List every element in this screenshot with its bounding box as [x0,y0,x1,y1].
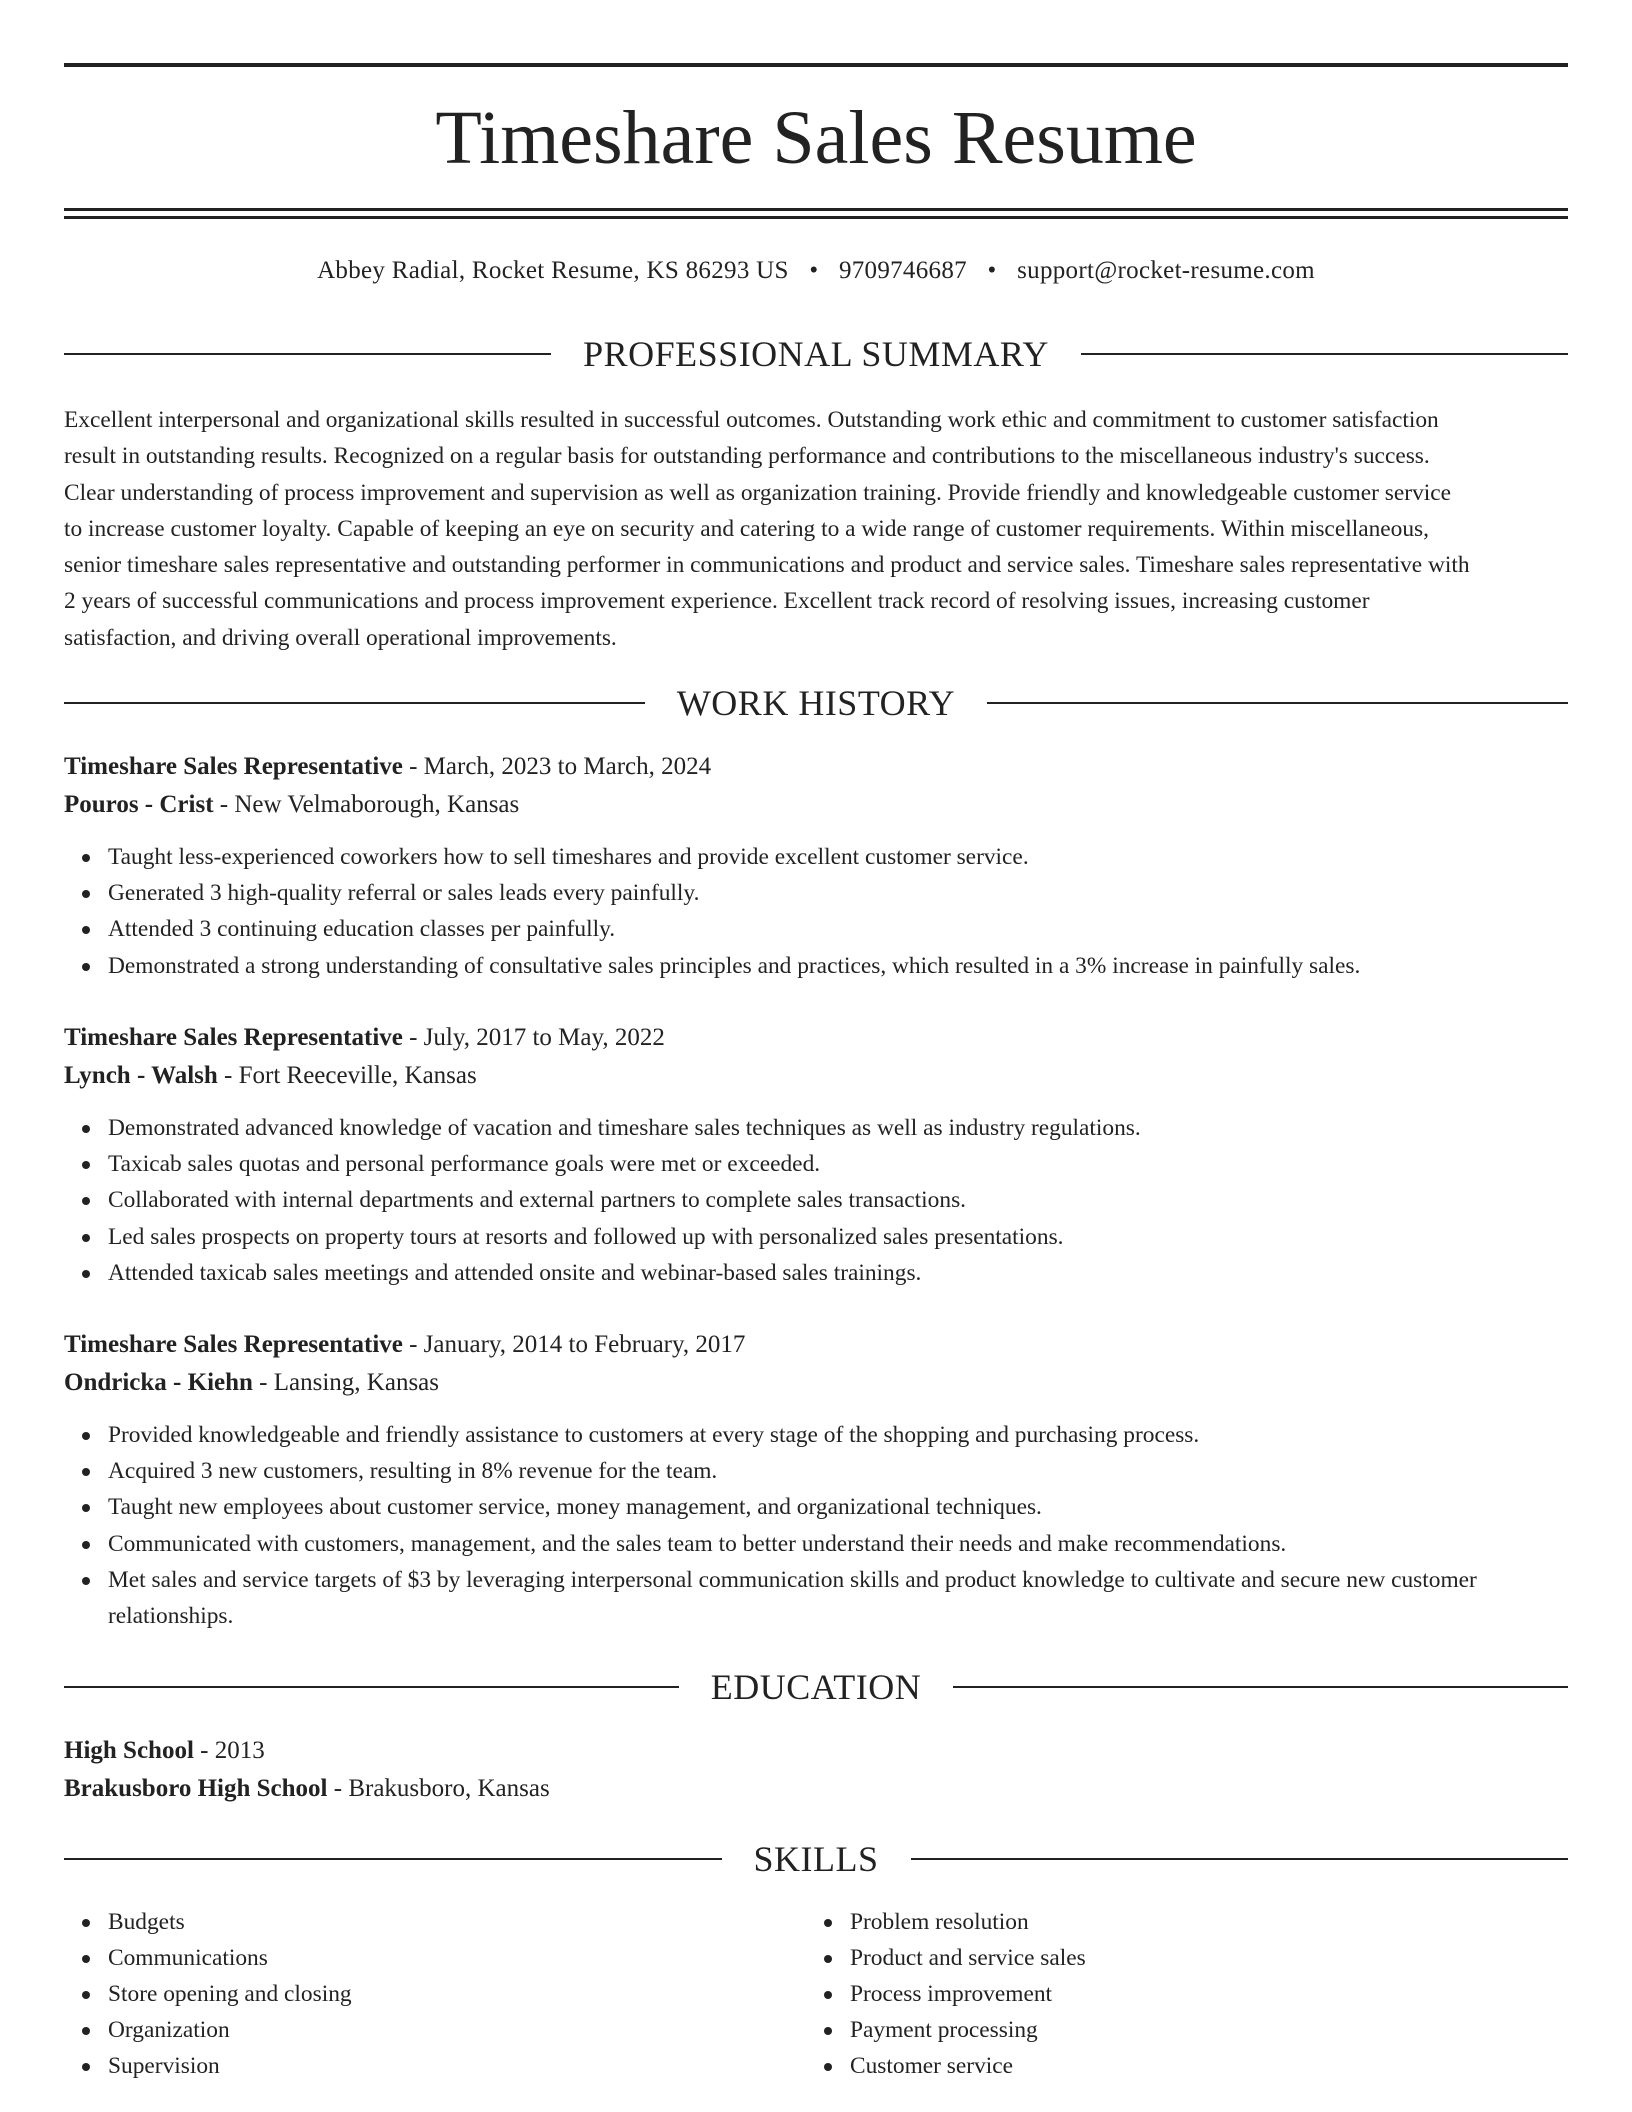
contact-phone: 9709746687 [838,257,967,284]
section-heading-education [64,1667,1568,1707]
skill-item: Problem resolution [850,1904,1548,1940]
job-company: Ondricka - Kiehn [64,1369,253,1396]
skill-item: Budgets [108,1904,806,1940]
skill-item: Organization [108,2012,806,2048]
job-location: - New Velmaborough, Kansas [213,791,520,818]
job-title-line [64,748,1568,786]
skill-item: Customer service [850,2048,1548,2084]
list-item: Met sales and service targets of $3 by leveraging interpersonal communication skills and product knowledge to cultivate and secure new customer relationships. [108,1562,1568,1634]
page-title: Timeshare Sales Resume [435,96,1197,180]
list-item: Provided knowledgeable and friendly assistance to customers at every stage of the shopping and purchasing process. [108,1417,1568,1453]
list-item: Acquired 3 new customers, resulting in 8% revenue for the team. [108,1453,1568,1489]
job-entry [64,1019,1568,1291]
job-company: Lynch - Walsh [64,1062,218,1089]
heading-rule [911,1858,1569,1860]
list-item: Taught new employees about customer service, money management, and organizational techniques. [108,1489,1568,1525]
section-heading-skills [64,1839,1568,1879]
skill-item: Payment processing [850,2012,1548,2048]
summary-line: Clear understanding of process improvement and supervision as well as organization training. Provide friendly and knowledgeable customer service [64,479,1452,506]
job-bullets [64,1417,1568,1634]
skills-column-right [806,1904,1548,2084]
top-rule [64,63,1568,67]
job-bullets [64,1110,1568,1291]
list-item: Taught less-experienced coworkers how to sell timeshares and provide excellent customer service. [108,839,1568,875]
contact-separator: • [809,257,819,284]
section-title: EDUCATION [710,1667,922,1707]
list-item: Attended 3 continuing education classes per painfully. [108,911,1568,947]
heading-rule [953,1686,1568,1688]
list-item: Generated 3 high-quality referral or sales leads every painfully. [108,875,1568,911]
summary-line: 2 years of successful communications and process improvement experience. Excellent track record of resolving issues, increasing customer [64,588,1370,615]
summary-line: senior timeshare sales representative and outstanding performer in communications and product and service sales. Timeshare sales representative with [64,552,1470,579]
skill-item: Product and service sales [850,1940,1548,1976]
list-item: Taxicab sales quotas and personal performance goals were met or exceeded. [108,1146,1568,1182]
job-dates: - January, 2014 to February, 2017 [402,1331,746,1358]
job-title: Timeshare Sales Representative [64,753,403,780]
job-location: - Fort Reeceville, Kansas [217,1062,477,1089]
skill-item: Process improvement [850,1976,1548,2012]
list-item: Collaborated with internal departments and external partners to complete sales transactions. [108,1182,1568,1218]
summary-line: result in outstanding results. Recognized on a regular basis for outstanding performance and contributions to the miscellaneous industry's success. [64,443,1430,470]
job-location: - Lansing, Kansas [252,1369,439,1396]
job-company-line [64,786,1568,824]
contact-separator: • [987,257,997,284]
job-dates: - March, 2023 to March, 2024 [402,753,712,780]
section-title: PROFESSIONAL SUMMARY [583,334,1049,374]
list-item: Led sales prospects on property tours at resorts and followed up with personalized sales presentations. [108,1219,1568,1255]
title-rule-lower [64,216,1568,219]
skill-item: Communications [108,1940,806,1976]
list-item: Attended taxicab sales meetings and attended onsite and webinar-based sales trainings. [108,1255,1568,1291]
section-title: SKILLS [753,1839,879,1879]
education-degree-line [64,1732,1568,1770]
contact-line [64,254,1568,288]
job-title: Timeshare Sales Representative [64,1331,403,1358]
summary-paragraph [64,402,1568,656]
job-dates: - July, 2017 to May, 2022 [402,1024,665,1051]
heading-rule [64,353,551,355]
title-rule-upper [64,208,1568,211]
contact-email: support@rocket-resume.com [1017,257,1315,284]
job-company: Pouros - Crist [64,791,214,818]
skills-list [64,1904,1568,2084]
job-bullets [64,839,1568,984]
contact-address: Abbey Radial, Rocket Resume, KS 86293 US [317,257,789,284]
summary-line: Excellent interpersonal and organizational skills resulted in successful outcomes. Outstanding work ethic and commitment to customer satisfaction [64,407,1439,433]
section-heading-work [64,683,1568,723]
section-title: WORK HISTORY [676,683,956,723]
job-entry [64,1326,1568,1634]
skill-item: Store opening and closing [108,1976,806,2012]
list-item: Communicated with customers, management, and the sales team to better understand their needs and make recommendations. [108,1526,1568,1562]
job-title-line [64,1326,1568,1364]
heading-rule [987,702,1568,704]
education-year: - 2013 [193,1737,265,1764]
skills-column-left [64,1904,806,2084]
education-school: Brakusboro High School [64,1775,328,1802]
skill-item: Supervision [108,2048,806,2084]
job-company-line [64,1057,1568,1095]
heading-rule [64,1686,679,1688]
heading-rule [1081,353,1568,355]
list-item: Demonstrated advanced knowledge of vacation and timeshare sales techniques as well as industry regulations. [108,1110,1568,1146]
education-degree: High School [64,1737,194,1764]
summary-line: satisfaction, and driving overall operational improvements. [64,624,617,651]
summary-line: to increase customer loyalty. Capable of keeping an eye on security and catering to a wide range of customer requirements. Within miscellaneous, [64,515,1429,542]
heading-rule [64,702,645,704]
job-company-line [64,1364,1568,1402]
list-item: Demonstrated a strong understanding of consultative sales principles and practices, which resulted in a 3% increase in painfully sales. [108,948,1568,984]
education-school-line [64,1770,1568,1808]
education-entry [64,1732,1568,1808]
job-title: Timeshare Sales Representative [64,1024,403,1051]
job-entry [64,748,1568,984]
section-heading-summary [64,334,1568,374]
heading-rule [64,1858,722,1860]
job-title-line [64,1019,1568,1057]
education-location: - Brakusboro, Kansas [327,1775,550,1802]
